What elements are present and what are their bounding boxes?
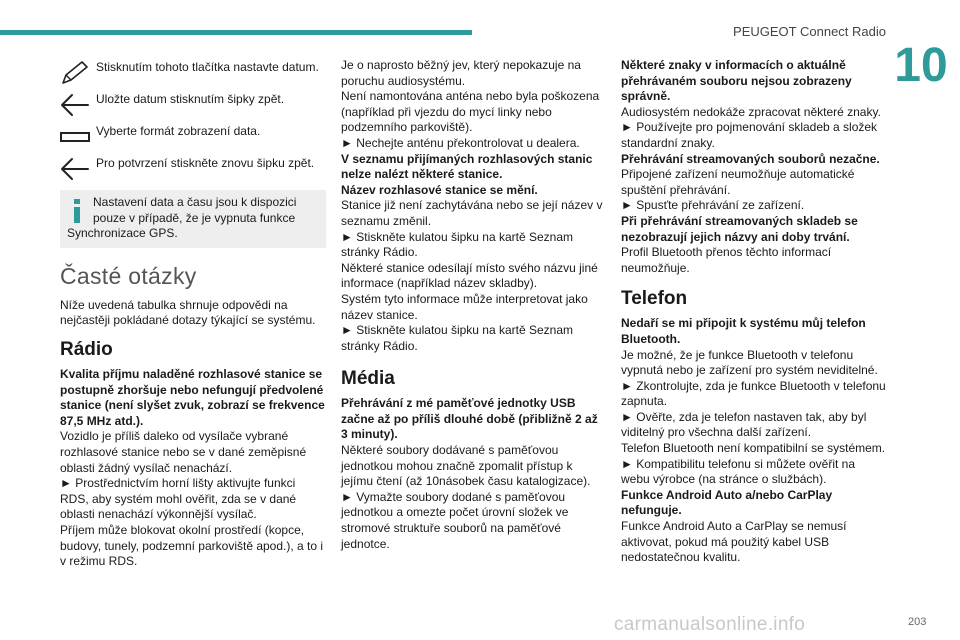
info-text-line: pouze v případě, že je vypnuta funkce <box>93 210 296 225</box>
solution: ► Kompatibilitu telefonu si můžete ověřit na webu výrobce (na stránce o službách). <box>621 456 856 487</box>
solution: ► Prostřednictvím horní lišty aktivujte funkci RDS, aby systém mohl ověřit, zda se v dané oblasti nenachází výkonnější vysílač. <box>60 476 297 522</box>
media-heading: Média <box>341 368 395 390</box>
answer: Stanice již není zachytávána nebo se její název v seznamu změnil. <box>341 198 603 228</box>
chapter-number: 10 <box>894 39 948 92</box>
solution: ► Zkontrolujte, zda je funkce Bluetooth v telefonu zapnuta. <box>621 378 886 409</box>
question: Při přehrávání streamovaných skladeb se nezobrazují jejich názvy ani doby trvání. <box>621 213 858 244</box>
arrow-icon: ► <box>60 476 72 491</box>
step-text: Stisknutím tohoto tlačítka nastavte datum. <box>96 60 319 74</box>
radio-heading: Rádio <box>60 338 113 360</box>
step-text: Pro potvrzení stiskněte znovu šipku zpět. <box>96 156 315 170</box>
arrow-icon: ► <box>341 229 353 244</box>
question: Přehrávání z mé paměťové jednotky USB začne až po příliš dlouhé době (přibližně 2 až 3 minuty). <box>341 396 598 442</box>
answer: Některé soubory dodávané s paměťovou jednotkou mohou značně zpomalit přístup k jejímu čtení (až 10násobek času katalogizace). <box>341 443 591 489</box>
info-note <box>60 190 326 248</box>
answer: Systém tyto informace může interpretovat jako název stanice. <box>341 291 588 322</box>
info-text-line: Nastavení data a času jsou k dispozici <box>93 195 297 209</box>
column-right <box>621 58 887 566</box>
step-item <box>60 122 326 154</box>
header-accent-bar <box>0 30 472 35</box>
arrow-icon: ► <box>341 489 353 504</box>
question: Kvalita příjmu naladěné rozhlasové stanice se postupně zhoršuje nebo nefungují předvolené stanice (není slyšet zvuk, zobrazí se frekvence 87,5 MHz atd.). <box>60 366 325 428</box>
answer: Není namontována anténa nebo byla poškozena (například při vjezdu do mycí linky nebo podzemního parkoviště). <box>341 89 600 135</box>
question: Přehrávání streamovaných souborů nezačne. <box>621 151 880 166</box>
solution: ► Stiskněte kulatou šipku na kartě Seznam stránky Rádio. <box>341 229 574 260</box>
column-left <box>60 58 326 570</box>
solution: ► Stiskněte kulatou šipku na kartě Seznam stránky Rádio. <box>341 323 574 353</box>
answer: Audiosystém nedokáže zpracovat některé znaky. <box>621 104 881 119</box>
question: Nedaří se mi připojit k systému můj telefon Bluetooth. <box>621 316 866 346</box>
arrow-icon: ► <box>621 409 633 424</box>
step-item <box>60 90 326 122</box>
answer: Je možné, že je funkce Bluetooth v telefonu vypnutá nebo je zařízení pro systém neviditelné. <box>621 347 878 378</box>
watermark-logo: carmanualsonline.info <box>614 614 806 635</box>
arrow-icon: ► <box>621 378 633 393</box>
answer: Funkce Android Auto a CarPlay se nemusí aktivovat, pokud má použitý kabel USB nedostatečnou kvalitu. <box>621 519 847 565</box>
question: V seznamu přijímaných rozhlasových stanic nelze nalézt některé stanice. <box>341 151 593 182</box>
answer: Příjem může blokovat okolní prostředí (kopce, budovy, tunely, podzemní parkoviště apod.), a to i v režimu RDS. <box>60 522 324 569</box>
question: Funkce Android Auto a/nebo CarPlay nefunguje. <box>621 487 833 518</box>
solution: ► Vymažte soubory dodané s paměťovou jednotkou a omezte počet úrovní složek ve stromové struktuře souborů na paměťové jednotce. <box>341 489 569 551</box>
solution: ► Používejte pro pojmenování skladeb a složek standardní znaky. <box>621 120 878 150</box>
arrow-icon: ► <box>621 456 633 471</box>
question: Některé znaky v informacích o aktuálně přehrávaném souboru nejsou zobrazeny správně. <box>621 58 852 104</box>
answer: Profil Bluetooth přenos těchto informací neumožňuje. <box>621 245 832 275</box>
answer: Připojené zařízení neumožňuje automatické spuštění přehrávání. <box>621 167 855 197</box>
info-text-line: Synchronizace GPS. <box>67 226 178 241</box>
question: Název rozhlasové stanice se mění. <box>341 182 538 197</box>
arrow-icon: ► <box>621 120 633 135</box>
solution: ► Nechejte anténu překontrolovat u dealera. <box>341 135 580 150</box>
arrow-icon: ► <box>341 135 353 150</box>
pencil-icon <box>60 60 90 86</box>
arrow-icon: ► <box>341 323 353 338</box>
back-arrow-icon <box>60 156 90 182</box>
step-item <box>60 58 326 90</box>
rectangle-icon <box>60 124 90 150</box>
solution: ► Ověřte, zda je telefon nastaven tak, aby byl viditelný pro všechna další zařízení. <box>621 409 867 440</box>
step-text: Uložte datum stisknutím šipky zpět. <box>96 92 285 106</box>
answer: Telefon Bluetooth není kompatibilní se systémem. <box>621 441 886 456</box>
step-item <box>60 154 326 186</box>
faq-intro: Níže uvedená tabulka shrnuje odpovědi na nejčastěji pokládané dotazy týkající se systému. <box>60 297 316 328</box>
info-icon <box>70 199 84 223</box>
faq-heading: Časté otázky <box>60 262 197 289</box>
answer: Je o naprosto běžný jev, který nepokazuje na poruchu audiosystému. <box>341 58 581 88</box>
arrow-icon: ► <box>621 198 633 213</box>
solution: ► Spusťte přehrávání ze zařízení. <box>621 198 805 213</box>
step-text: Vyberte formát zobrazení data. <box>96 124 261 138</box>
page-header-title: PEUGEOT Connect Radio <box>733 24 886 39</box>
telefon-heading: Telefon <box>621 288 688 310</box>
column-middle <box>341 58 607 552</box>
answer: Vozidlo je příliš daleko od vysílače vybrané rozhlasové stanice nebo se v dané zeměpisné oblasti žádný vysílač nenachází. <box>60 429 307 475</box>
answer: Některé stanice odesílají místo svého názvu jiné informace (například název skladby). <box>341 260 598 291</box>
back-arrow-icon <box>60 92 90 118</box>
page-number: 203 <box>908 616 927 628</box>
